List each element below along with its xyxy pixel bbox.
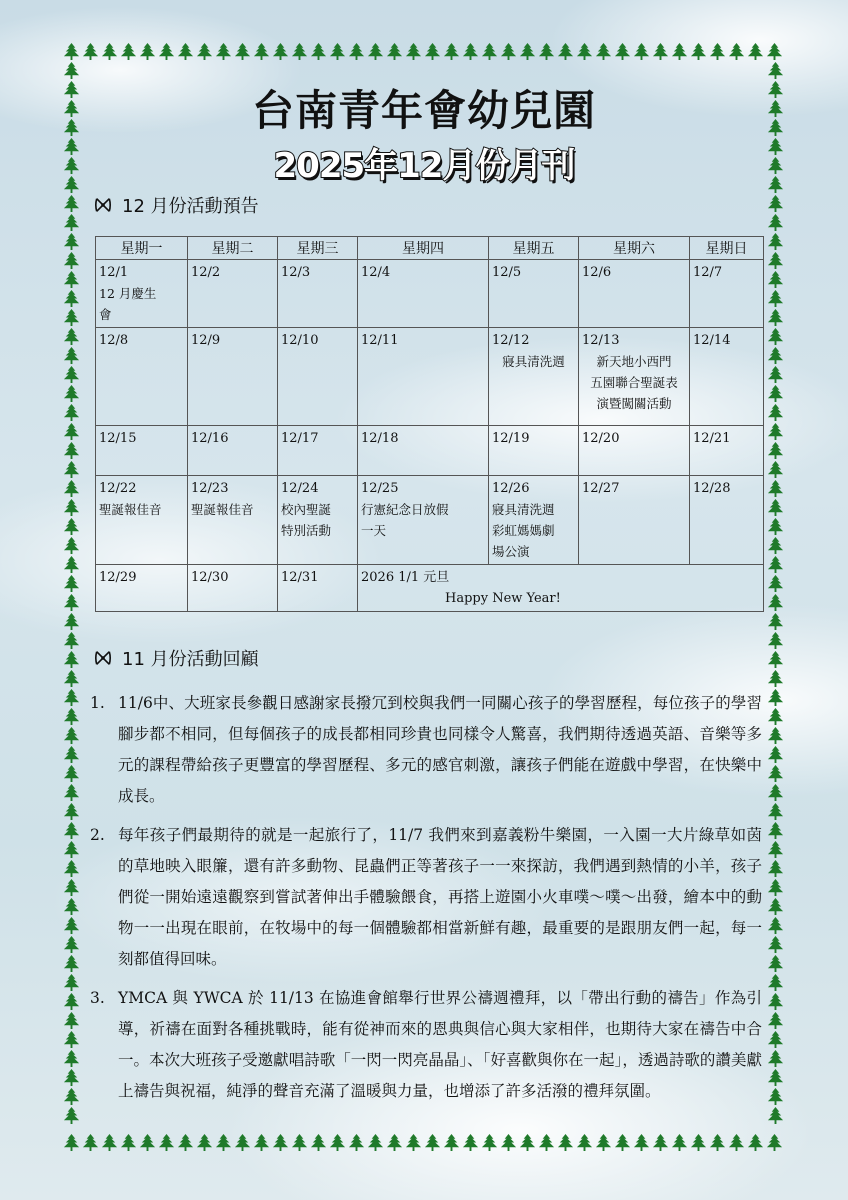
week-row-1 xyxy=(96,260,764,328)
tree-icon xyxy=(62,308,81,327)
weekday-tue: 星期二 xyxy=(188,237,278,260)
tree-icon xyxy=(176,1133,195,1152)
calendar-cell xyxy=(358,260,489,328)
tree-icon xyxy=(766,517,785,536)
calendar-cell xyxy=(358,476,489,565)
cell-date: 12/29 xyxy=(99,570,137,585)
tree-icon xyxy=(766,194,785,213)
tree-icon xyxy=(62,346,81,365)
calendar-cell xyxy=(96,426,188,476)
tree-icon xyxy=(766,840,785,859)
cell-event: 寢具清洗週 彩虹媽媽劇 場公演 xyxy=(492,502,555,559)
cell-event: 12 月慶生 會 xyxy=(99,286,157,322)
tree-icon xyxy=(62,536,81,555)
cell-date: 12/10 xyxy=(281,333,319,348)
tree-icon xyxy=(157,1133,176,1152)
tree-icon xyxy=(214,1133,233,1152)
tree-icon xyxy=(62,783,81,802)
issue-subtitle: 2025年12月份月刊 xyxy=(273,146,575,186)
tree-icon xyxy=(62,498,81,517)
calendar-cell xyxy=(690,328,764,426)
weekday-header-row xyxy=(96,237,764,260)
tree-icon xyxy=(766,403,785,422)
tree-icon xyxy=(766,327,785,346)
tree-icon xyxy=(62,327,81,346)
tree-icon xyxy=(556,1133,575,1152)
tree-icon xyxy=(766,859,785,878)
tree-icon xyxy=(766,1011,785,1030)
calendar-cell xyxy=(489,328,579,426)
cell-event: 聖誕報佳音 xyxy=(99,502,162,517)
tree-icon xyxy=(613,42,632,61)
tree-icon xyxy=(62,745,81,764)
page-title: 台南青年會幼兒園 xyxy=(251,86,596,135)
tree-icon xyxy=(766,441,785,460)
cell-date: 12/4 xyxy=(361,265,391,280)
tree-icon xyxy=(62,574,81,593)
tree-icon xyxy=(404,42,423,61)
weekday-mon: 星期一 xyxy=(96,237,188,260)
tree-border-bottom xyxy=(62,1133,784,1152)
tree-icon xyxy=(766,992,785,1011)
calendar-cell xyxy=(489,426,579,476)
calendar-cell xyxy=(489,260,579,328)
calendar-cell xyxy=(96,328,188,426)
cell-date: 12/19 xyxy=(492,431,530,446)
cell-date: 12/22 xyxy=(99,481,137,496)
tree-icon xyxy=(651,42,670,61)
tree-icon xyxy=(766,878,785,897)
weekday-thu: 星期四 xyxy=(358,237,489,260)
tree-icon xyxy=(62,935,81,954)
tree-icon xyxy=(480,1133,499,1152)
tree-icon xyxy=(62,916,81,935)
tree-icon xyxy=(766,365,785,384)
cell-event: 行憲紀念日放假 一天 xyxy=(361,502,449,538)
tree-icon xyxy=(62,479,81,498)
tree-icon xyxy=(766,897,785,916)
tree-icon xyxy=(480,42,499,61)
tree-icon xyxy=(100,1133,119,1152)
new-year-date: 2026 1/1 元旦 xyxy=(361,570,450,585)
tree-icon xyxy=(157,42,176,61)
tree-icon xyxy=(766,498,785,517)
calendar-cell xyxy=(690,426,764,476)
calendar-cell xyxy=(278,260,358,328)
week-row-3 xyxy=(96,426,764,476)
tree-icon xyxy=(347,42,366,61)
tree-icon xyxy=(766,346,785,365)
calendar-cell xyxy=(579,260,690,328)
tree-icon xyxy=(689,42,708,61)
tree-icon xyxy=(727,42,746,61)
tree-icon xyxy=(138,1133,157,1152)
cell-date: 12/1 xyxy=(99,265,129,280)
new-year-greeting: Happy New Year! xyxy=(445,591,561,606)
calendar-cell xyxy=(278,476,358,565)
tree-icon xyxy=(766,631,785,650)
tree-icon xyxy=(81,42,100,61)
tree-icon xyxy=(766,213,785,232)
review-item-text: YMCA 與 YWCA 於 11/13 在協進會館舉行世界公禱週禮拜，以「帶出行動的禱告」作為引導，祈禱在面對各種挑戰時，能有從神而來的恩典與信心與大家相伴，也期待大家在禱告中合一。本次大班孩子受邀獻唱詩歌「一閃一閃亮晶晶」、「好喜歡與你在一起」，透過詩歌的讚美獻上禱告與祝福，純淨的聲音充滿了溫暖與力量，也增添了許多活潑的禮拜氛圍。 xyxy=(118,989,762,1100)
tree-icon xyxy=(119,1133,138,1152)
bow-icon xyxy=(94,649,112,667)
cell-date: 12/12 xyxy=(492,333,530,348)
cell-date: 12/8 xyxy=(99,333,129,348)
cell-date: 12/16 xyxy=(191,431,229,446)
tree-icon xyxy=(347,1133,366,1152)
tree-icon xyxy=(62,840,81,859)
tree-icon xyxy=(62,992,81,1011)
tree-icon xyxy=(62,213,81,232)
tree-icon xyxy=(100,42,119,61)
tree-icon xyxy=(62,650,81,669)
review-item-number: 1. xyxy=(90,694,105,712)
review-item xyxy=(90,688,762,812)
tree-icon xyxy=(62,42,81,61)
tree-icon xyxy=(537,1133,556,1152)
tree-icon xyxy=(271,1133,290,1152)
weekday-fri: 星期五 xyxy=(489,237,579,260)
tree-icon xyxy=(328,1133,347,1152)
tree-icon xyxy=(727,1133,746,1152)
tree-icon xyxy=(766,764,785,783)
tree-icon xyxy=(195,1133,214,1152)
tree-icon xyxy=(766,954,785,973)
cell-date: 12/9 xyxy=(191,333,221,348)
calendar-cell xyxy=(188,328,278,426)
calendar-heading xyxy=(94,192,259,218)
cell-date: 12/31 xyxy=(281,570,319,585)
cell-date: 12/21 xyxy=(693,431,731,446)
tree-icon xyxy=(766,726,785,745)
tree-icon xyxy=(81,1133,100,1152)
tree-icon xyxy=(62,726,81,745)
cell-date: 12/17 xyxy=(281,431,319,446)
tree-icon xyxy=(766,745,785,764)
tree-icon xyxy=(62,365,81,384)
calendar-cell xyxy=(579,328,690,426)
cell-event: 校內聖誕 特別活動 xyxy=(281,502,332,538)
tree-icon xyxy=(766,232,785,251)
tree-icon xyxy=(62,631,81,650)
tree-icon xyxy=(62,669,81,688)
tree-icon xyxy=(404,1133,423,1152)
tree-icon xyxy=(461,42,480,61)
tree-icon xyxy=(62,441,81,460)
tree-icon xyxy=(766,1087,785,1106)
cell-date: 12/20 xyxy=(582,431,620,446)
tree-icon xyxy=(366,42,385,61)
new-year-cell xyxy=(358,565,764,612)
calendar-cell xyxy=(278,426,358,476)
week-row-5 xyxy=(96,565,764,612)
tree-icon xyxy=(594,1133,613,1152)
tree-icon xyxy=(442,1133,461,1152)
tree-icon xyxy=(766,802,785,821)
tree-icon xyxy=(423,1133,442,1152)
calendar-cell xyxy=(188,476,278,565)
calendar-cell xyxy=(579,476,690,565)
tree-icon xyxy=(766,251,785,270)
tree-icon xyxy=(62,555,81,574)
review-item xyxy=(90,820,762,975)
tree-icon xyxy=(556,42,575,61)
tree-icon xyxy=(62,384,81,403)
tree-icon xyxy=(766,973,785,992)
tree-icon xyxy=(594,42,613,61)
cell-date: 12/14 xyxy=(693,333,731,348)
calendar-cell xyxy=(489,476,579,565)
tree-icon xyxy=(62,897,81,916)
tree-icon xyxy=(62,593,81,612)
tree-icon xyxy=(423,42,442,61)
tree-icon xyxy=(537,42,556,61)
cell-date: 12/5 xyxy=(492,265,522,280)
tree-icon xyxy=(62,289,81,308)
tree-icon xyxy=(385,42,404,61)
tree-icon xyxy=(518,1133,537,1152)
tree-icon xyxy=(119,42,138,61)
tree-icon xyxy=(651,1133,670,1152)
review-item xyxy=(90,983,762,1107)
tree-icon xyxy=(575,1133,594,1152)
tree-icon xyxy=(62,878,81,897)
tree-icon xyxy=(670,1133,689,1152)
cell-date: 12/13 xyxy=(582,333,620,348)
tree-icon xyxy=(62,954,81,973)
tree-icon xyxy=(62,688,81,707)
tree-icon xyxy=(632,42,651,61)
cell-date: 12/28 xyxy=(693,481,731,496)
review-heading-label: 11 月份活動回顧 xyxy=(122,649,259,670)
tree-icon xyxy=(766,593,785,612)
tree-icon xyxy=(62,973,81,992)
cell-date: 12/2 xyxy=(191,265,221,280)
calendar-cell xyxy=(188,426,278,476)
cell-date: 12/27 xyxy=(582,481,620,496)
tree-icon xyxy=(461,1133,480,1152)
cell-event: 寢具清洗週 xyxy=(502,354,565,369)
cell-date: 12/30 xyxy=(191,570,229,585)
tree-icon xyxy=(62,1049,81,1068)
tree-border-top xyxy=(62,42,784,61)
tree-icon xyxy=(766,270,785,289)
tree-border-left xyxy=(62,61,81,1125)
calendar-cell xyxy=(358,426,489,476)
tree-icon xyxy=(765,42,784,61)
tree-icon xyxy=(708,42,727,61)
calendar-table xyxy=(95,236,764,612)
cell-event: 聖誕報佳音 xyxy=(191,502,254,517)
tree-icon xyxy=(62,1087,81,1106)
tree-icon xyxy=(62,707,81,726)
tree-icon xyxy=(766,1030,785,1049)
tree-icon xyxy=(766,669,785,688)
week-row-2 xyxy=(96,328,764,426)
tree-icon xyxy=(765,1133,784,1152)
calendar-cell xyxy=(96,476,188,565)
calendar-cell xyxy=(690,260,764,328)
calendar-cell xyxy=(579,426,690,476)
tree-icon xyxy=(62,859,81,878)
calendar-heading-label: 12 月份活動預告 xyxy=(122,196,259,217)
tree-icon xyxy=(62,612,81,631)
review-list xyxy=(90,688,762,1115)
weekday-wed: 星期三 xyxy=(278,237,358,260)
review-item-number: 2. xyxy=(90,826,105,844)
tree-icon xyxy=(290,1133,309,1152)
tree-icon xyxy=(766,688,785,707)
tree-icon xyxy=(328,42,347,61)
bow-icon xyxy=(94,196,112,214)
cell-date: 12/25 xyxy=(361,481,399,496)
tree-icon xyxy=(442,42,461,61)
tree-icon xyxy=(499,1133,518,1152)
week-row-4 xyxy=(96,476,764,565)
tree-icon xyxy=(518,42,537,61)
tree-icon xyxy=(766,574,785,593)
tree-icon xyxy=(62,1011,81,1030)
tree-icon xyxy=(766,1049,785,1068)
tree-icon xyxy=(271,42,290,61)
tree-icon xyxy=(746,42,765,61)
weekday-sat: 星期六 xyxy=(579,237,690,260)
tree-icon xyxy=(62,232,81,251)
tree-icon xyxy=(766,783,785,802)
tree-icon xyxy=(689,1133,708,1152)
tree-icon xyxy=(766,308,785,327)
tree-icon xyxy=(62,460,81,479)
tree-icon xyxy=(766,536,785,555)
tree-icon xyxy=(195,42,214,61)
tree-icon xyxy=(766,707,785,726)
tree-icon xyxy=(766,289,785,308)
cell-date: 12/15 xyxy=(99,431,137,446)
tree-icon xyxy=(613,1133,632,1152)
cell-date: 12/26 xyxy=(492,481,530,496)
review-item-text: 每年孩子們最期待的就是一起旅行了，11/7 我們來到嘉義粉牛樂園，一入園一大片綠草如茵的草地映入眼簾，還有許多動物、昆蟲們正等著孩子一一來探訪，我們遇到熱情的小羊，孩子們從一開始遠遠觀察到嘗試著伸出手體驗餵食，再搭上遊園小火車噗～噗～出發，繪本中的動物一一出現在眼前，在牧場中的每一個體驗都相當新鮮有趣，最重要的是跟朋友們一起，每一刻都值得回味。 xyxy=(118,826,762,968)
tree-icon xyxy=(575,42,594,61)
tree-icon xyxy=(766,384,785,403)
calendar-cell xyxy=(358,328,489,426)
tree-icon xyxy=(62,1106,81,1125)
tree-icon xyxy=(766,555,785,574)
calendar-cell xyxy=(278,565,358,612)
tree-icon xyxy=(708,1133,727,1152)
cell-date: 12/7 xyxy=(693,265,723,280)
cell-date: 12/3 xyxy=(281,265,311,280)
cell-date: 12/6 xyxy=(582,265,612,280)
calendar-cell xyxy=(188,260,278,328)
calendar-cell xyxy=(690,476,764,565)
weekday-sun: 星期日 xyxy=(690,237,764,260)
tree-icon xyxy=(62,251,81,270)
tree-icon xyxy=(252,1133,271,1152)
tree-icon xyxy=(309,42,328,61)
tree-icon xyxy=(766,612,785,631)
tree-icon xyxy=(62,1133,81,1152)
tree-icon xyxy=(62,802,81,821)
tree-icon xyxy=(385,1133,404,1152)
tree-icon xyxy=(62,270,81,289)
tree-icon xyxy=(62,194,81,213)
tree-icon xyxy=(62,517,81,536)
tree-icon xyxy=(766,1068,785,1087)
tree-icon xyxy=(766,916,785,935)
calendar-cell xyxy=(96,565,188,612)
tree-icon xyxy=(62,1030,81,1049)
tree-border-right xyxy=(766,61,785,1125)
tree-icon xyxy=(62,764,81,783)
tree-icon xyxy=(366,1133,385,1152)
calendar-cell xyxy=(188,565,278,612)
tree-icon xyxy=(632,1133,651,1152)
cell-date: 12/24 xyxy=(281,481,319,496)
tree-icon xyxy=(62,422,81,441)
tree-icon xyxy=(252,42,271,61)
tree-icon xyxy=(766,935,785,954)
tree-icon xyxy=(309,1133,328,1152)
review-heading xyxy=(94,645,259,671)
tree-icon xyxy=(499,42,518,61)
tree-icon xyxy=(138,42,157,61)
cell-date: 12/23 xyxy=(191,481,229,496)
tree-icon xyxy=(746,1133,765,1152)
tree-icon xyxy=(670,42,689,61)
tree-icon xyxy=(214,42,233,61)
cell-date: 12/11 xyxy=(361,333,399,348)
tree-icon xyxy=(766,650,785,669)
tree-icon xyxy=(766,422,785,441)
tree-icon xyxy=(233,42,252,61)
tree-icon xyxy=(766,479,785,498)
cell-event: 新天地小西門 五園聯合聖誕表 演暨闖關活動 xyxy=(590,354,678,411)
tree-icon xyxy=(62,403,81,422)
calendar-cell xyxy=(96,260,188,328)
tree-icon xyxy=(233,1133,252,1152)
tree-icon xyxy=(766,821,785,840)
calendar-cell xyxy=(278,328,358,426)
tree-icon xyxy=(62,1068,81,1087)
tree-icon xyxy=(766,460,785,479)
review-item-number: 3. xyxy=(90,989,105,1007)
tree-icon xyxy=(176,42,195,61)
tree-icon xyxy=(290,42,309,61)
review-item-text: 11/6中、大班家長參觀日感謝家長撥冗到校與我們一同關心孩子的學習歷程，每位孩子的學習腳步都不相同，但每個孩子的成長都相同珍貴也同樣令人驚喜，我們期待透過英語、音樂等多元的課程帶給孩子更豐富的學習歷程、多元的感官刺激，讓孩子們能在遊戲中學習，在快樂中成長。 xyxy=(118,694,762,805)
cell-date: 12/18 xyxy=(361,431,399,446)
tree-icon xyxy=(62,821,81,840)
tree-icon xyxy=(766,1106,785,1125)
